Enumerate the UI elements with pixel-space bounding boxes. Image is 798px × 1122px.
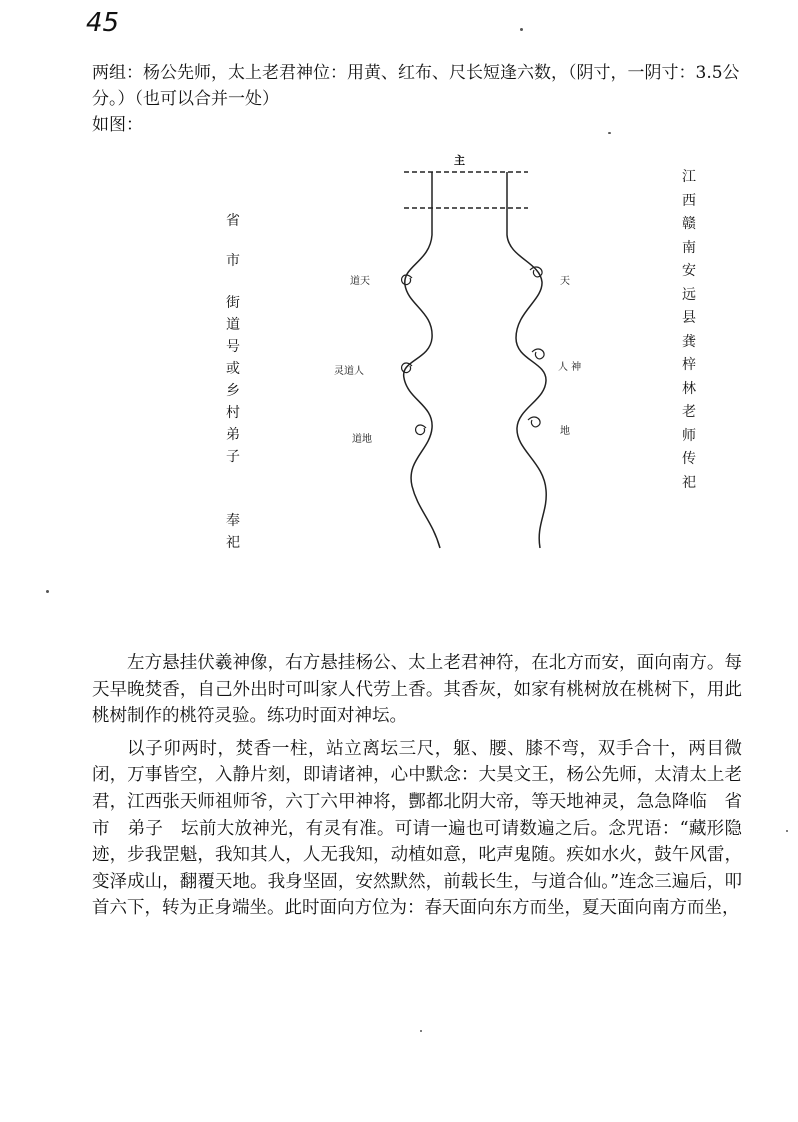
left-column-worship: 奉祀	[226, 513, 240, 551]
intro-line-figure-ref: 如图：	[92, 115, 143, 135]
figure-left-label-heaven: 道天	[350, 276, 370, 287]
banner-left-edge	[404, 172, 440, 548]
scan-speck	[420, 1030, 422, 1032]
scan-speck	[520, 28, 523, 31]
figure-right-label-heaven: 天	[560, 276, 570, 287]
scan-speck	[608, 132, 611, 134]
banner-right-edge	[507, 172, 546, 548]
curl-left-1	[402, 275, 412, 285]
figure-right-label-human: 人 神	[558, 362, 582, 373]
paragraph-altar-setup: 左方悬挂伏羲神像，右方悬挂杨公、太上老君神符，在北方而安，面向南方。每天早晚焚香，自己外出时可叫家人代劳上香。其香灰，如家有桃树放在桃树下，用此桃树制作的桃符灵验。练功时面对神坛。	[92, 653, 742, 727]
scan-speck	[786, 830, 788, 832]
right-column-lineage: 江西赣南安远县龚梓林老师传祀	[682, 169, 696, 491]
curl-left-3	[416, 425, 426, 435]
left-column-province: 省	[226, 213, 240, 229]
curl-right-3	[528, 417, 540, 427]
figure-top-label: 主	[454, 154, 465, 167]
figure-right-label-earth: 地	[560, 426, 570, 437]
curl-right-2	[532, 349, 544, 359]
body-text	[92, 650, 760, 922]
figure-left-label-human: 灵道人	[334, 366, 364, 377]
figure-left-label-earth: 道地	[352, 434, 372, 445]
paragraph-ritual: 以子卯两时，焚香一柱，站立离坛三尺，躯、腰、膝不弯，双手合十，两目微闭，万事皆空，入静片刻，即请诸神，心中默念：大昊文王，杨公先师，太清太上老君，江西张天师祖师爷，六丁六甲神将，酆都北阴大帝，等天地神灵，急急降临 省 市 弟子 坛前大放神光，有灵有准。可请一遍也可请数遍之后。念咒语：“藏形隐迹，步我罡魁，我知其人，人无我知，动植如意，叱声鬼随。疾如水火，鼓午风雷，变泽成山，翻覆天地。我身坚固，安然默然，前载长生，与道合仙。”连念三遍后，叩首六下，转为正身端坐。此时面向方位为：春天面向东方而坐，夏天面向南方而坐，	[92, 738, 760, 919]
scan-speck	[46, 590, 49, 593]
left-column-address: 街道号或乡村弟子	[226, 295, 240, 465]
intro-line-materials: 两组：杨公先师，太上老君神位：用黄、红布、尺长短逢六数，（阴寸，一阴寸：3.5公分。）（也可以合并一处）	[92, 63, 740, 109]
left-column-city: 市	[226, 253, 240, 269]
page-number: 45	[86, 8, 120, 38]
